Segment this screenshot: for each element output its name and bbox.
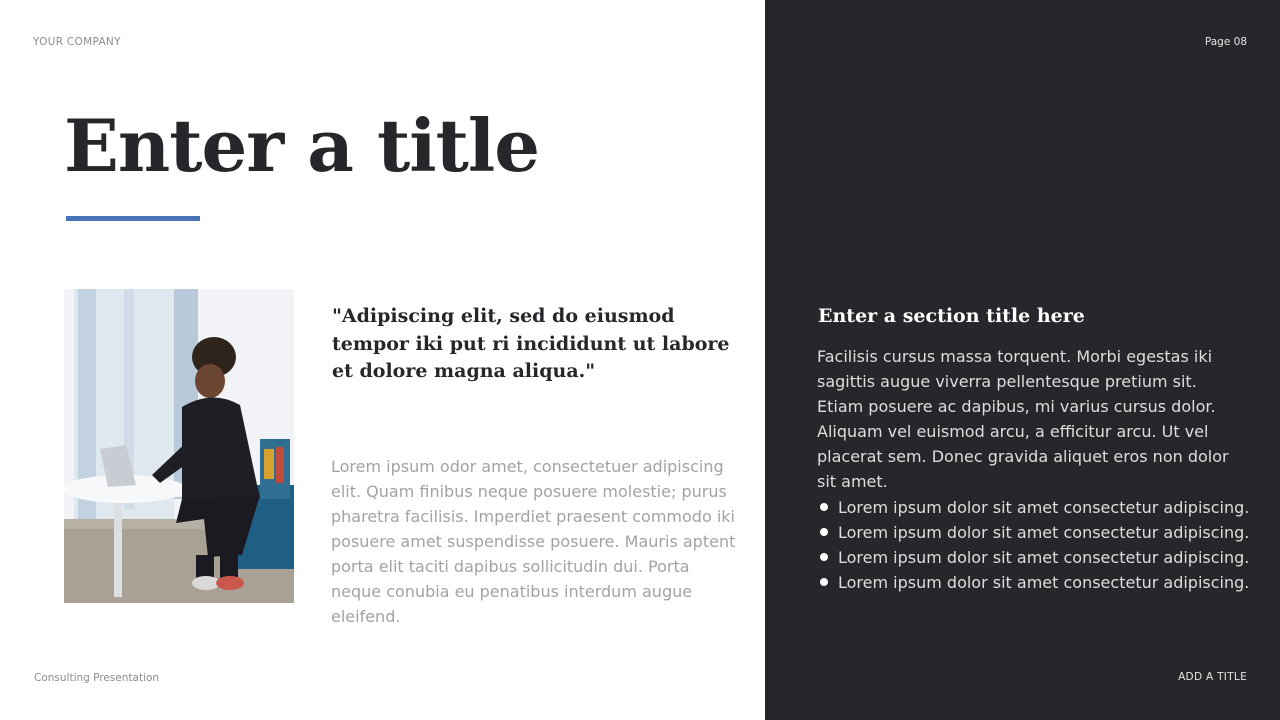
footer-add-title: ADD A TITLE: [1178, 671, 1247, 683]
bullet-text: Lorem ipsum dolor sit amet consectetur adipiscing.: [838, 573, 1250, 592]
slide-title: Enter a title: [64, 103, 540, 188]
bullet-list: [817, 495, 1257, 595]
bullet-dot-icon: [820, 553, 828, 561]
bullet-text: Lorem ipsum dolor sit amet consectetur adipiscing.: [838, 548, 1250, 567]
pull-quote: "Adipiscing elit, sed do eiusmod tempor iki put ri incididunt ut labore et dolore magna aliqua.": [332, 305, 730, 382]
bullet-dot-icon: [820, 503, 828, 511]
bullet-dot-icon: [820, 578, 828, 586]
body-paragraph: Lorem ipsum odor amet, consectetuer adipiscing elit. Quam finibus neque posuere molestie; purus pharetra facilisis. Imperdiet praesent commodo iki posuere amet suspendisse posuere. Mauris aptent porta elit taciti dapibus sollicitudin dui. Porta neque conubia eu penatibus interdum augue eleifend.: [331, 457, 736, 626]
bullet-item: [817, 545, 1257, 570]
page-number: Page 08: [1204, 36, 1247, 48]
bullet-dot-icon: [820, 528, 828, 536]
bullet-text: Lorem ipsum dolor sit amet consectetur adipiscing.: [838, 498, 1250, 517]
bullet-item: [817, 495, 1257, 520]
title-accent-bar: [66, 216, 200, 221]
section-paragraph: Facilisis cursus massa torquent. Morbi egestas iki sagittis augue viverra pellentesque pretium sit. Etiam posuere ac dapibus, mi varius cursus dolor. Aliquam vel euismod arcu, a efficitur arcu. Ut vel placerat sem. Donec gravida aliquet eros non dolor sit amet.: [817, 347, 1229, 491]
bullet-item: [817, 570, 1257, 595]
bullet-item: [817, 520, 1257, 545]
footer-presentation-name: Consulting Presentation: [34, 672, 160, 684]
company-name: YOUR COMPANY: [33, 36, 121, 48]
person-working-on-laptop-photo: [64, 289, 294, 603]
bullet-text: Lorem ipsum dolor sit amet consectetur adipiscing.: [838, 523, 1250, 542]
section-title: Enter a section title here: [818, 305, 1085, 327]
